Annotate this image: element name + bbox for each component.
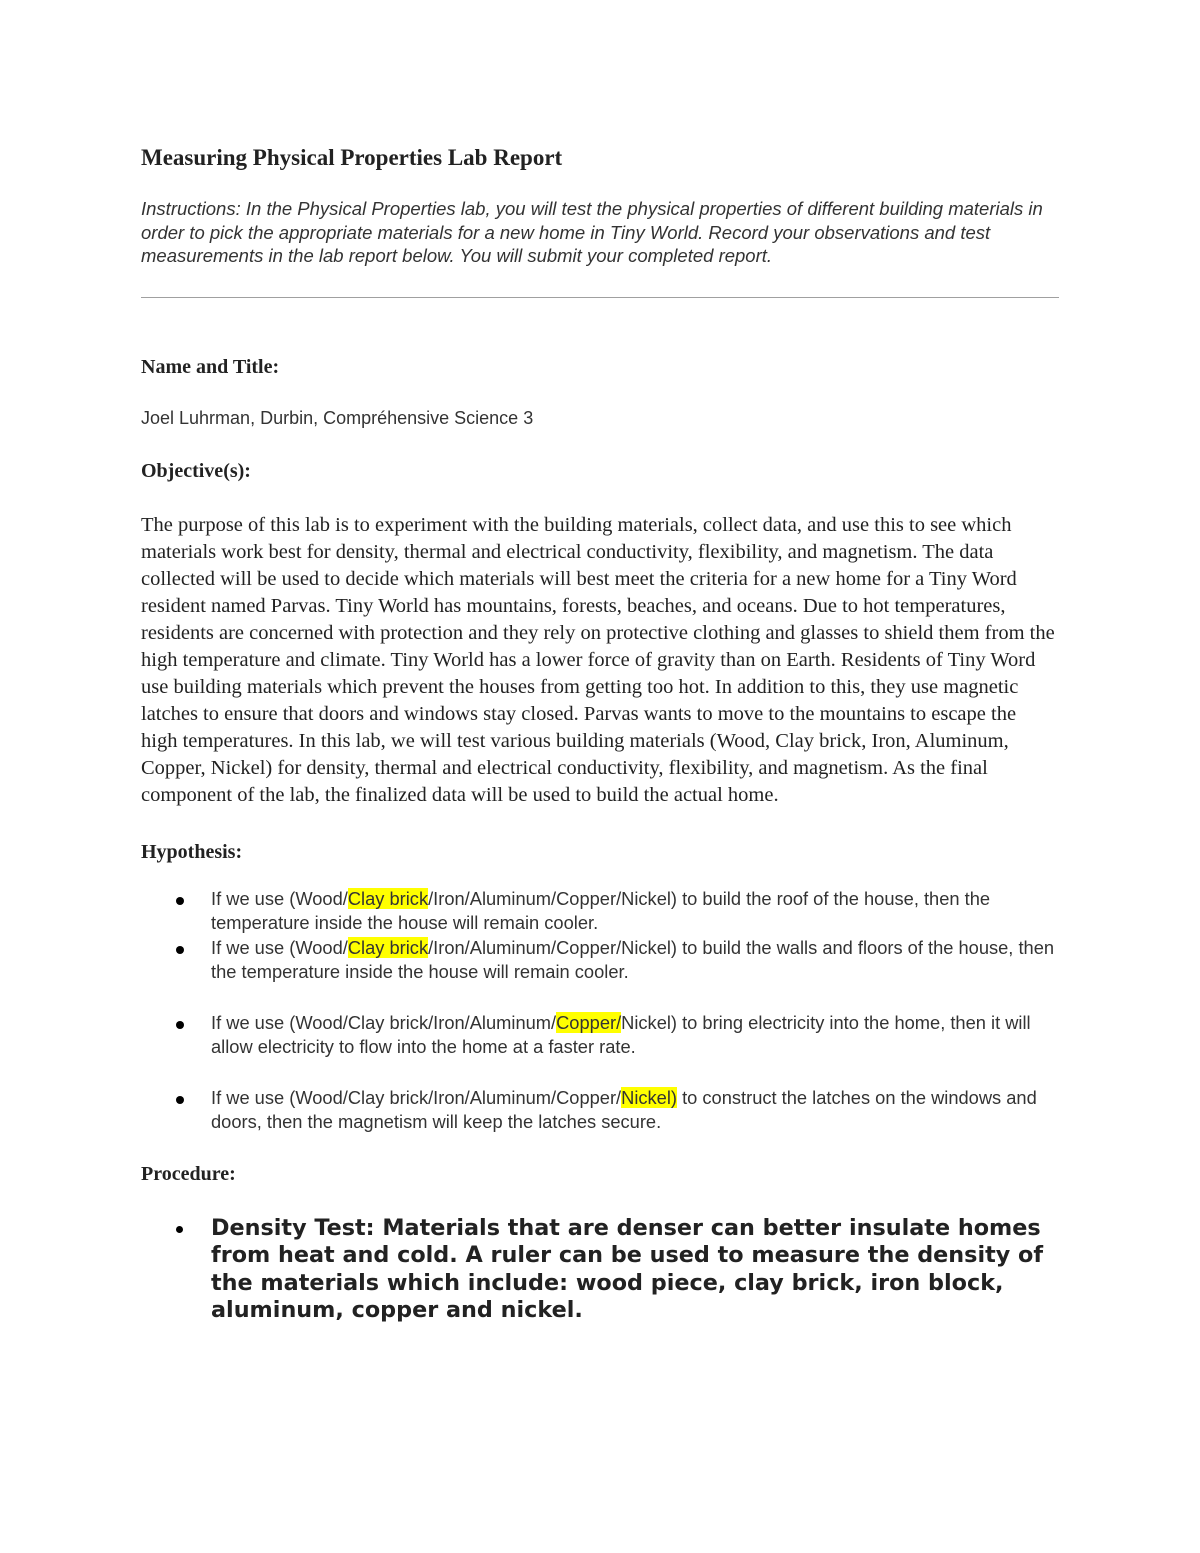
instructions-text: Instructions: In the Physical Properties lab, you will test the physical properties of different building materials in order to pick the appropriate materials for a new home in Tiny World. Record your observations and test measurements in the lab report below. You will submit your completed report. xyxy=(141,198,1043,266)
hypothesis-item xyxy=(141,936,1061,985)
hypothesis-item xyxy=(141,1086,1061,1135)
document-title: Measuring Physical Properties Lab Report xyxy=(141,145,563,170)
bullet-icon xyxy=(176,1096,184,1104)
procedure-item xyxy=(141,1215,1061,1325)
procedure-heading: Procedure: xyxy=(141,1162,236,1185)
hypothesis-item xyxy=(141,887,1061,936)
hypothesis-text-pre: If we use (Wood/Clay brick/Iron/Aluminum/ xyxy=(211,1011,557,1033)
hypothesis-item xyxy=(141,1011,1061,1060)
hypothesis-text-pre: If we use (Wood/Clay brick/Iron/Aluminum/Copper/ xyxy=(211,1086,622,1108)
hypothesis-highlight: Clay brick xyxy=(347,887,429,909)
hypothesis-highlight: Nickel) xyxy=(621,1086,678,1108)
hypothesis-list xyxy=(141,887,1061,1135)
name-heading: Name and Title: xyxy=(141,355,280,378)
procedure-text: Density Test: Materials that are denser can better insulate homes from heat and cold. A ruler can be used to measure the density of the materials which include: wood piece, clay brick, iron block, aluminum, copper and nickel. xyxy=(211,1214,1044,1324)
objective-heading: Objective(s): xyxy=(141,459,251,482)
hypothesis-text-pre: If we use (Wood/ xyxy=(211,936,348,958)
divider xyxy=(141,297,1059,298)
hypothesis-highlight: Clay brick xyxy=(347,936,429,958)
bullet-icon xyxy=(176,1021,184,1029)
hypothesis-text-pre: If we use (Wood/ xyxy=(211,887,348,909)
procedure-list xyxy=(141,1215,1061,1325)
name-value: Joel Luhrman, Durbin, Compréhensive Science 3 xyxy=(141,407,534,428)
hypothesis-text-post: /Iron/Aluminum/Copper/Nickel) to build the roof of the house, then the temperature inside the house will remain cooler. xyxy=(211,887,991,934)
hypothesis-heading: Hypothesis: xyxy=(141,840,243,863)
bullet-icon xyxy=(176,946,184,954)
hypothesis-text-post: /Iron/Aluminum/Copper/Nickel) to build the walls and floors of the house, then the temperature inside the house will remain cooler. xyxy=(211,936,1055,983)
bullet-icon xyxy=(176,1226,183,1233)
bullet-icon xyxy=(176,897,184,905)
hypothesis-highlight: Copper/ xyxy=(556,1011,622,1033)
objective-text: The purpose of this lab is to experiment with the building materials, collect data, and use this to see which materials work best for density, thermal and electrical conductivity, flexibility, and magnetism. The data collected will be used to decide which materials will best meet the criteria for a new home for a Tiny Word resident named Parvas. Tiny World has mountains, forests, beaches, and oceans. Due to hot temperatures, residents are concerned with protection and they rely on protective clothing and glasses to shield them from the high temperature and climate. Tiny World has a lower force of gravity than on Earth. Residents of Tiny Word use building materials which prevent the houses from getting too hot. In addition to this, they use magnetic latches to ensure that doors and windows stay closed. Parvas wants to move to the mountains to escape the high temperatures. In this lab, we will test various building materials (Wood, Clay brick, Iron, Aluminum, Copper, Nickel) for density, thermal and electrical conductivity, flexibility, and magnetism. As the final component of the lab, the finalized data will be used to build the actual home. xyxy=(141,513,1055,807)
hypothesis-text-post: to construct the latches on the windows and doors, then the magnetism will keep the latches secure. xyxy=(211,1086,1037,1133)
document-page xyxy=(141,140,1061,1325)
hypothesis-text-post: Nickel) to bring electricity into the home, then it will allow electricity to flow into the home at a faster rate. xyxy=(211,1011,1031,1058)
